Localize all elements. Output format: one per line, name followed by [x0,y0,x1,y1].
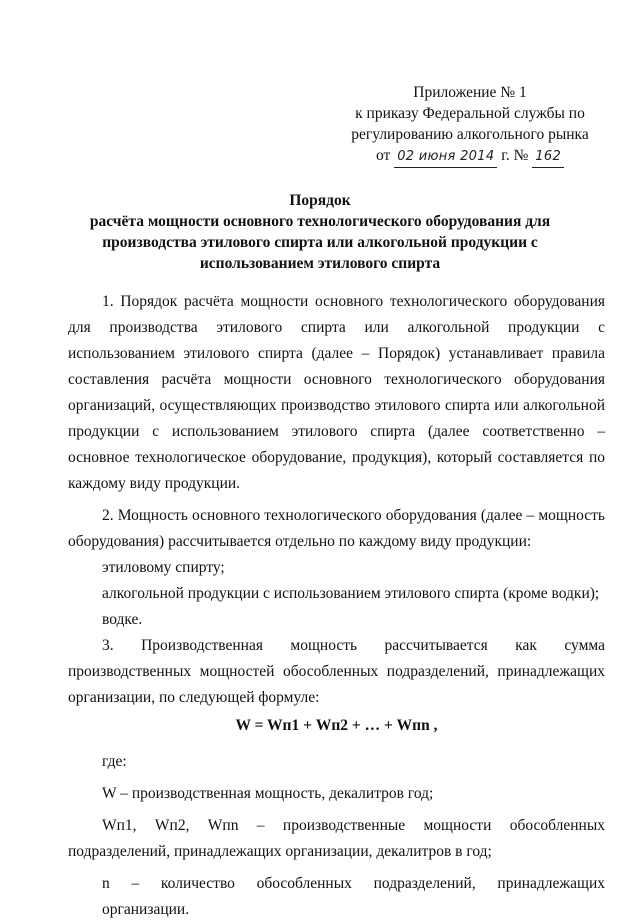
list-item-ethyl-alcohol: этиловому спирту; [102,559,225,576]
appendix-order-agency: регулированию алкогольного рынка [351,126,589,143]
title-line-2: расчёта мощности основного технологического оборудования для [89,213,551,230]
document-title [60,190,580,274]
handwritten-number: 162 [532,146,564,168]
capacity-formula: W = Wп1 + Wп2 + … + Wпn , [235,717,438,734]
handwritten-date: 02 июня 2014 [394,146,497,168]
definition-wp: Wп1, Wп2, Wпn – производственные мощности обособленных подразделений, принадлежащих организации, декалитров в год; [68,817,605,860]
paragraph-1: 1. Порядок расчёта мощности основного технологического оборудования для производства этилового спирта или алкогольной продукции с использованием этилового спирта (далее – Порядок) устанавливает правила составления расчёта мощности основного технологического оборудования организаций, осуществляющих производство этилового спирта или алкогольной продукции с использованием этилового спирта (далее соответственно – основное технологическое оборудование, продукция), который составляется по каждому виду продукции. [68,293,605,492]
definition-w: W – производственная мощность, декалитров год; [102,785,434,802]
title-line-1: Порядок [289,192,351,209]
title-line-3: производства этилового спирта или алкогольной продукции с [102,234,538,251]
year-number-label: г. № [501,147,529,164]
date-prefix: от [375,147,391,164]
definition-n: n – количество обособленных подразделений, принадлежащих организации. [102,875,605,918]
paragraph-2: 2. Мощность основного технологического оборудования (далее – мощность оборудования) рассчитывается отдельно по каждому виду продукции: [68,507,605,550]
document-body [68,289,605,923]
where-label: где: [102,753,127,770]
list-item-vodka: водке. [102,611,143,628]
appendix-header [335,82,605,168]
paragraph-3: 3. Производственная мощность рассчитывается как сумма производственных мощностей обособленных подразделений, принадлежащих организации, по следующей формуле: [68,637,605,706]
list-item-alcoholic-products: алкогольной продукции с использованием этилового спирта (кроме водки); [102,585,600,602]
appendix-date-line [335,145,605,168]
appendix-order-ref: к приказу Федеральной службы по [355,105,585,122]
appendix-number: Приложение № 1 [413,84,527,101]
title-line-4: использованием этилового спирта [199,255,441,272]
